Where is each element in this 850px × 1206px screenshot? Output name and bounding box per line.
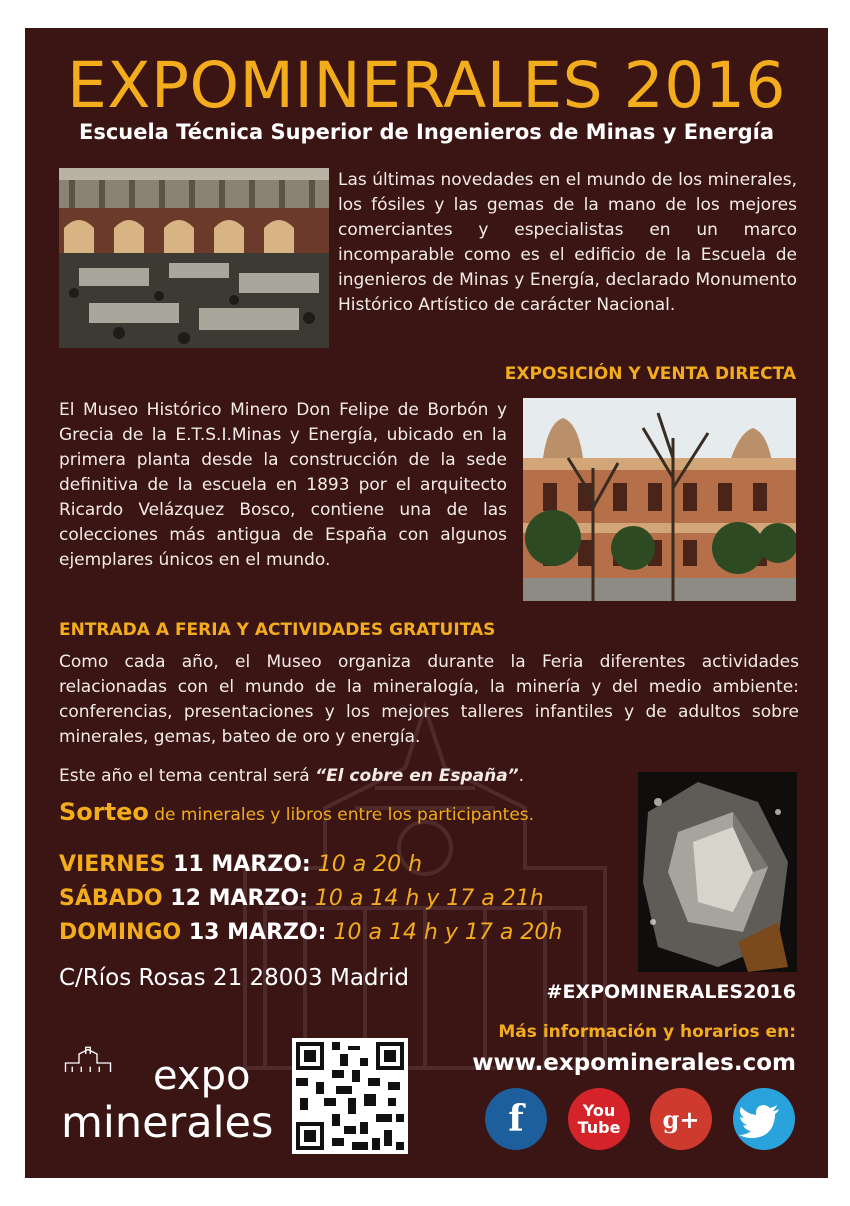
address: C/Ríos Rosas 21 28003 Madrid	[59, 965, 409, 991]
schedule-date: 13 MARZO:	[181, 920, 327, 945]
youtube-icon	[568, 1088, 630, 1150]
raffle-text: de minerales y libros entre los participantes.	[148, 805, 535, 825]
youtube-label-tube: Tube	[577, 1118, 621, 1137]
theme-line	[59, 764, 639, 789]
schedule-row-saturday	[59, 882, 562, 916]
poster	[25, 28, 828, 1178]
schedule-day: SÁBADO	[59, 886, 163, 911]
more-info-label: Más información y horarios en:	[498, 1022, 796, 1042]
schedule	[59, 848, 562, 950]
exhibition-hall-photo	[59, 168, 329, 348]
exhibition-heading: EXPOSICIÓN Y VENTA DIRECTA	[504, 364, 796, 384]
schedule-hours: 10 a 20 h	[310, 852, 423, 877]
mineral-specimen-photo	[638, 772, 797, 972]
theme-suffix: .	[518, 766, 525, 786]
youtube-button[interactable]	[568, 1088, 630, 1150]
googleplus-icon: g+	[662, 1104, 700, 1134]
theme-prefix: Este año el tema central será	[59, 766, 316, 786]
raffle-lead: Sorteo	[59, 798, 149, 826]
logo-text-expo: expo	[153, 1053, 251, 1099]
schedule-date: 11 MARZO:	[165, 852, 311, 877]
youtube-label-you: You	[582, 1101, 616, 1120]
intro-text: Las últimas novedades en el mundo de los minerales, los fósiles y las gemas de la mano de los mejores comerciantes y especialistas en un marco incomparable como es el edificio de la Escuela de ingenieros de Minas y Energía, declarado Monumento Histórico Artístico de carácter Nacional.	[338, 170, 797, 315]
website-link[interactable]: www.expominerales.com	[472, 1050, 796, 1076]
schedule-date: 12 MARZO:	[162, 886, 308, 911]
activities-heading: ENTRADA A FERIA Y ACTIVIDADES GRATUITAS	[59, 620, 496, 640]
activities-text: Como cada año, el Museo organiza durante la Feria diferentes actividades relacionadas con el mundo de la mineralogía, la minería y del medio ambiente: conferencias, presentaciones y los mejores talleres infantiles y de adultos sobre minerales, gemas, bateo de oro y energía.	[59, 652, 799, 747]
page-title: EXPOMINERALES 2016	[67, 49, 786, 122]
schedule-hours: 10 a 14 h y 17 a 21h	[307, 886, 544, 911]
hashtag: #EXPOMINERALES2016	[546, 981, 796, 1003]
googleplus-button[interactable]	[650, 1088, 712, 1150]
schedule-row-friday	[59, 848, 562, 882]
school-building-photo	[523, 398, 796, 601]
facebook-button[interactable]	[485, 1088, 547, 1150]
museum-text: El Museo Histórico Minero Don Felipe de Borbón y Grecia de la E.T.S.I.Minas y Energía, ubicado en la primera planta desde la construcción de la sede definitiva de la escuela en 1893 por el arquitecto Ricardo Velázquez Bosco, contiene una de las colecciones más antigua de España con algunos ejemplares únicos en el mundo.	[59, 400, 507, 570]
logo-text-minerales: minerales	[61, 1098, 274, 1148]
schedule-day: DOMINGO	[59, 920, 182, 945]
twitter-icon	[733, 1088, 795, 1150]
schedule-row-sunday	[59, 916, 562, 950]
building-logo-icon	[61, 1040, 151, 1104]
qr-code-icon[interactable]	[292, 1038, 408, 1154]
facebook-icon: f	[508, 1098, 524, 1140]
theme-emphasis: “El cobre en España”	[315, 766, 519, 786]
twitter-button[interactable]	[733, 1088, 795, 1150]
raffle-line	[59, 798, 534, 826]
schedule-day: VIERNES	[59, 852, 166, 877]
page-subtitle: Escuela Técnica Superior de Ingenieros de Minas y Energía	[79, 120, 774, 144]
schedule-hours: 10 a 14 h y 17 a 20h	[326, 920, 563, 945]
